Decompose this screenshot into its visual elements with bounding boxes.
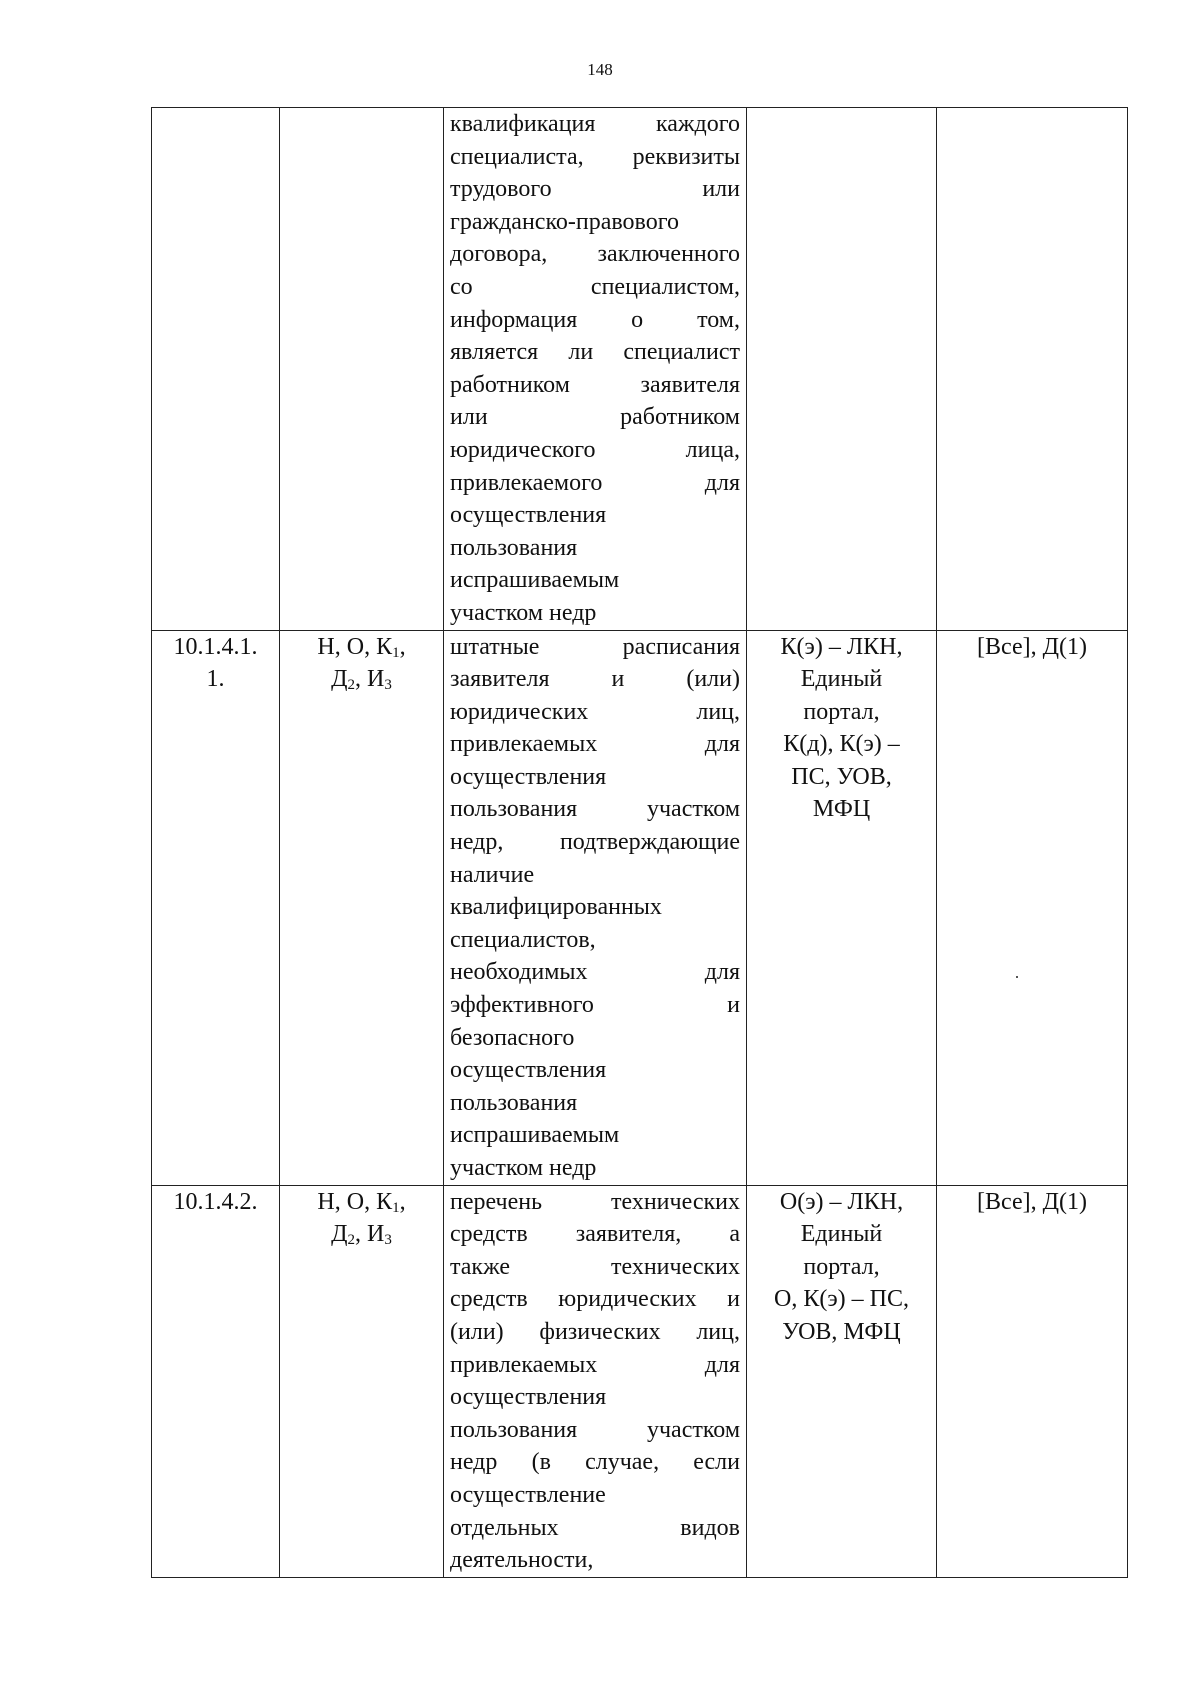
- row-method-cell: [747, 108, 937, 631]
- row-result-cell: [Все], Д(1): [937, 630, 1128, 1185]
- table-row: [152, 108, 1128, 631]
- table-row: [152, 1185, 1128, 1577]
- row-code-cell: 10.1.4.2.: [152, 1185, 280, 1577]
- page-number: 148: [587, 60, 613, 79]
- row-method-cell: О(э) – ЛКН, Единый портал, О, К(э) – ПС, УОВ, МФЦ: [747, 1185, 937, 1577]
- table-row: [152, 630, 1128, 1185]
- row-result-cell: [Все], Д(1): [937, 1185, 1128, 1577]
- row-result-cell: [937, 108, 1128, 631]
- row-description-cell: штатные расписания заявителя и (или) юридических лиц, привлекаемых для осуществления пользования участком недр, подтверждающие наличие квалифицированных специалистов, необходимых для эффективного и безопасного осуществления пользования испрашиваемым участком недр: [444, 630, 747, 1185]
- scan-speck: [1016, 976, 1018, 978]
- requirements-table: [151, 107, 1128, 1578]
- row-description-cell: квалификация каждого специалиста, реквизиты трудового или гражданско-правового договора, заключенного со специалистом, информация о том, является ли специалист работником заявителя или работником юридического лица, привлекаемого для осуществления пользования испрашиваемым участком недр: [444, 108, 747, 631]
- row-applicants-cell: Н, О, $К_1$, $Д_2$, $И_3$: [280, 630, 444, 1185]
- row-applicants-cell: Н, О, $К_1$, $Д_2$, $И_3$: [280, 1185, 444, 1577]
- row-code-cell: 10.1.4.1. 1.: [152, 630, 280, 1185]
- row-method-cell: К(э) – ЛКН, Единый портал, К(д), К(э) – ПС, УОВ, МФЦ: [747, 630, 937, 1185]
- row-applicants-cell: [280, 108, 444, 631]
- row-description-cell: перечень технических средств заявителя, а также технических средств юридических и (или) физических лиц, привлекаемых для осуществления пользования участком недр (в случае, если осуществление отдельных видов деятельности,: [444, 1185, 747, 1577]
- row-code-cell: [152, 108, 280, 631]
